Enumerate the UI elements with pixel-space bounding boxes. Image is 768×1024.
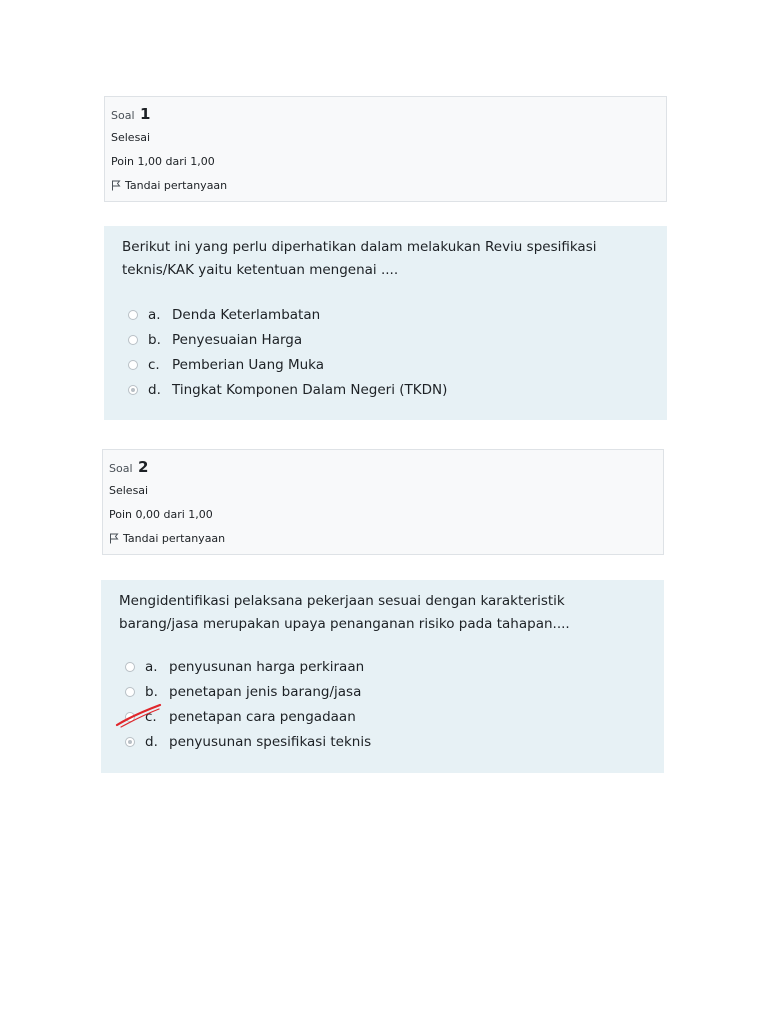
option-b[interactable] [128,330,302,350]
question-points: Poin 1,00 dari 1,00 [111,155,215,168]
option-letter: a. [148,307,161,323]
option-text: Denda Keterlambatan [172,307,321,323]
option-letter: b. [148,332,161,348]
option-text: Pemberian Uang Muka [172,357,325,373]
option-b[interactable] [125,682,361,702]
flag-icon [111,180,121,191]
question-number [109,458,148,476]
soal-number: 1 [140,105,151,123]
question-text: Berikut ini yang perlu diperhatikan dalam melakukan Reviu spesifikasi teknis/KAK yaitu ketentuan mengenai .... [122,239,597,278]
question-1-info [104,96,667,202]
option-letter: a. [145,659,158,675]
radio-button[interactable] [128,360,138,370]
red-pen-mark-icon [112,700,168,732]
soal-number: 2 [138,458,149,476]
option-text: penyusunan spesifikasi teknis [169,734,372,750]
option-d[interactable] [128,380,447,400]
radio-button[interactable] [128,335,138,345]
option-letter: d. [145,734,158,750]
flag-label: Tandai pertanyaan [125,179,228,192]
flag-question-link[interactable] [111,179,227,192]
option-letter: c. [145,709,157,725]
option-text: Penyesuaian Harga [172,332,303,348]
option-letter: b. [145,684,158,700]
question-number [111,105,150,123]
option-letter: d. [148,382,161,398]
radio-button[interactable] [125,662,135,672]
option-letter: c. [148,357,160,373]
flag-icon [109,533,119,544]
question-2-info [102,449,664,555]
option-text: penetapan cara pengadaan [169,709,356,725]
option-text: penyusunan harga perkiraan [169,659,365,675]
radio-button-selected[interactable] [125,737,135,747]
flag-label: Tandai pertanyaan [123,532,226,545]
option-text: Tingkat Komponen Dalam Negeri (TKDN) [172,382,448,398]
flag-question-link[interactable] [109,532,225,545]
option-d[interactable] [125,732,371,752]
radio-button-selected[interactable] [128,385,138,395]
option-a[interactable] [128,305,320,325]
option-c[interactable] [128,355,324,375]
question-status: Selesai [111,131,151,144]
option-text: penetapan jenis barang/jasa [169,684,362,700]
question-status: Selesai [109,484,149,497]
soal-label: Soal [111,109,135,122]
question-text: Mengidentifikasi pelaksana pekerjaan sesuai dengan karakteristik barang/jasa merupakan upaya penanganan risiko pada tahapan.... [119,593,570,632]
option-a[interactable] [125,657,364,677]
radio-button[interactable] [128,310,138,320]
question-points: Poin 0,00 dari 1,00 [109,508,213,521]
soal-label: Soal [109,462,133,475]
radio-button[interactable] [125,687,135,697]
question-1-content [104,226,667,420]
question-2-content [101,580,664,773]
